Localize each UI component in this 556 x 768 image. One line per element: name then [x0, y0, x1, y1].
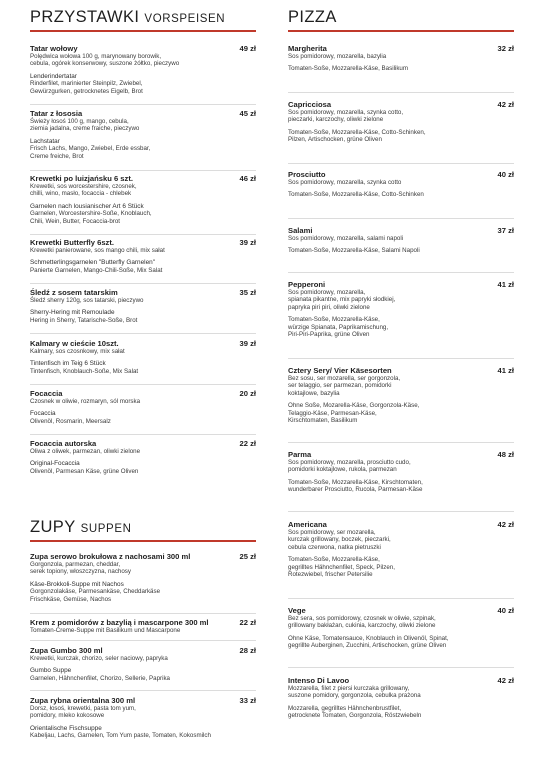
item-name: Parma — [288, 450, 312, 459]
item-name: Pepperoni — [288, 280, 326, 289]
section-zupy — [30, 518, 256, 758]
item-description-pl: Śledź sherry 120g, sos tatarski, pieczywo — [30, 297, 144, 304]
item-description-de: Ohne Käse, Tomatensauce, Knoblauch in Olivenöl, Spinat, — [288, 634, 449, 642]
item-description-de: Tomaten-Soße, Mozzarella-Käse, Salami Napoli — [288, 247, 420, 255]
item-description-de: Panierte Garnelen, Mango-Chili-Soße, Mix Salat — [30, 267, 163, 274]
separator — [30, 234, 256, 235]
item-price: 40 zł — [497, 606, 514, 615]
menu-item — [30, 696, 256, 740]
item-header — [30, 618, 256, 627]
separator — [30, 283, 256, 284]
item-header — [288, 366, 514, 375]
item-name: Śledź z sosem tatarskim — [30, 288, 118, 297]
item-description-pl: pomidory, mleko kokosowe — [30, 712, 105, 720]
item-name: Kalmary w cieście 10szt. — [30, 339, 119, 348]
item-description-pl: Krewetki panierowane, sos mango chili, mix sałat — [30, 247, 165, 254]
menu-item — [30, 389, 256, 425]
item-header — [288, 226, 514, 235]
item-description-pl: grillowany bakłażan, cukinia, karczochy, oliwki zielone — [288, 622, 436, 630]
item-description-de: Ohne Soße, Mozarella-Käse, Gorgonzola-Käse, — [288, 402, 420, 410]
item-name-de: Orientalische Fischsuppe — [30, 724, 102, 732]
item-name-de: Käse-Brokkoli-Suppe mit Nachos — [30, 580, 124, 588]
separator — [288, 358, 514, 359]
item-header — [288, 676, 514, 685]
item-header — [30, 174, 256, 183]
section-underline — [288, 30, 514, 32]
item-name-de: Tintenfisch im Teig 6 Stück — [30, 360, 106, 368]
section-title: ZUPY — [30, 518, 76, 536]
item-header — [30, 439, 256, 448]
item-description-de: Mozzarella, gegrilltes Hähnchenbrustfilet, — [288, 704, 402, 712]
item-name: Tatar z łososia — [30, 109, 83, 118]
menu-item — [288, 676, 514, 720]
item-description-pl: Sos pomidorowy, mozarella, szynka cotto, — [288, 109, 404, 116]
item-description-pl: Bez sosu, ser mozarella, ser gorgonzola, — [288, 375, 401, 382]
item-description-pl: pomidorki koktajlowe, rukola, parmezan — [288, 466, 397, 474]
menu-item — [30, 618, 256, 634]
item-header — [288, 44, 514, 53]
item-description-de: Gewürzgurken, getrocknetes Eigelb, Brot — [30, 87, 143, 95]
separator — [30, 333, 256, 334]
item-header — [30, 646, 256, 655]
item-price: 28 zł — [239, 646, 256, 655]
item-header — [288, 450, 514, 459]
item-description-de: Rinderfilet, marinierter Steinpilz, Zwiebel, — [30, 80, 143, 88]
item-header — [288, 100, 514, 109]
item-header — [30, 696, 256, 705]
item-description-pl: Świeży łosoś 100 g, mango, cebula, — [30, 118, 129, 125]
item-price: 49 zł — [239, 44, 256, 53]
separator — [288, 163, 514, 164]
menu-item — [30, 174, 256, 225]
item-name-de: Schmetterlingsgarnelen "Butterfly Garnelen" — [30, 259, 155, 267]
item-description-de: Tomaten-Soße, Mozzarella-Käse, Basilikum — [288, 65, 409, 73]
item-description-de: Tomaten-Soße, Mozzarella-Käse, Kirschtomaten, — [288, 478, 423, 486]
section-header — [30, 518, 256, 537]
item-header — [30, 238, 256, 247]
item-description-pl: Gorgonzola, parmezan, cheddar, — [30, 561, 121, 568]
item-description-de: Piri-Piri-Paprika, grüne Oliven — [288, 331, 370, 339]
section-subtitle: SUPPEN — [80, 523, 132, 535]
item-description-de: Tomaten-Soße, Mozzarella-Käse, — [288, 316, 380, 324]
item-description-pl: cebula, ogórek konserwowy, suszone żółtko, pieczywo — [30, 60, 180, 68]
menu-item — [30, 646, 256, 682]
separator — [288, 667, 514, 668]
item-name-de: Lachstatar — [30, 137, 60, 145]
item-name: Krem z pomidorów z bazylią i mascarpone 300 ml — [30, 618, 209, 627]
item-name: Krewetki Butterfly 6szt. — [30, 238, 114, 247]
separator — [30, 104, 256, 105]
item-description-pl: Polędwica wołowa 100 g, marynowany borowik, — [30, 53, 162, 60]
item-description-de: Garnelen, Worcestershire-Soße, Knoblauch, — [30, 210, 152, 218]
item-description-de: Pilzen, Artischocken, grüne Oliven — [288, 136, 382, 144]
item-header — [30, 109, 256, 118]
section-title: PIZZA — [288, 8, 337, 26]
separator — [30, 384, 256, 385]
item-name-de: Focaccia — [30, 410, 56, 418]
item-price: 42 zł — [497, 520, 514, 529]
item-description-pl: spianata pikantne, mix papryki słodkiej, — [288, 296, 396, 304]
item-description-de: Gorgonzolakäse, Parmesankäse, Cheddarkäse — [30, 588, 161, 596]
item-header — [30, 339, 256, 348]
item-header — [288, 170, 514, 179]
item-header — [30, 389, 256, 398]
separator — [288, 511, 514, 512]
item-description-pl: serek topiony, włoszczyzna, nachosy — [30, 568, 131, 576]
separator — [288, 442, 514, 443]
menu-item — [288, 100, 514, 144]
menu-item — [30, 109, 256, 160]
separator — [288, 218, 514, 219]
item-description-de: Telaggio-Käse, Parmesan-Käse, — [288, 409, 377, 417]
section-underline — [30, 540, 256, 542]
menu-item — [30, 238, 256, 274]
item-price: 22 zł — [239, 439, 256, 448]
item-description-pl: Krewetki, kurczak, chorizo, seler naciowy, papryka — [30, 655, 168, 662]
section-przystawki — [30, 8, 256, 478]
item-price: 41 zł — [497, 366, 514, 375]
item-description-de: getrocknete Tomaten, Gorgonzola, Röstzwiebeln — [288, 712, 422, 720]
item-name: Capricciosa — [288, 100, 332, 109]
item-description-de: Tomaten-Soße, Mozzarella-Käse, Cotto-Schinken — [288, 191, 424, 199]
item-header — [30, 44, 256, 53]
item-price: 39 zł — [239, 339, 256, 348]
item-description-de: Olivenöl, Parmesan Käse, grüne Oliven — [30, 468, 139, 475]
item-description-pl: cebula czerwona, natka pietruszki — [288, 543, 381, 551]
item-description-de: Tomaten-Soße, Mozzarella-Käse, — [288, 556, 380, 564]
section-header — [30, 8, 256, 27]
item-price: 42 zł — [497, 100, 514, 109]
item-header — [30, 288, 256, 297]
separator — [30, 640, 256, 641]
menu-item — [30, 288, 256, 324]
item-price: 33 zł — [239, 696, 256, 705]
item-price: 41 zł — [497, 280, 514, 289]
item-price: 42 zł — [497, 676, 514, 685]
item-description-de: gegrilltes Hähnchenfilet, Speck, Pilzen, — [288, 563, 395, 571]
item-description-de: wunderbarer Prosciutto, Rucola, Parmesan-Käse — [288, 486, 423, 494]
menu-item — [288, 450, 514, 494]
item-description-pl: Tomaten-Creme-Suppe mit Basilikum und Mascarpone — [30, 627, 181, 634]
item-price: 48 zł — [497, 450, 514, 459]
section-header — [288, 8, 514, 27]
item-header — [288, 280, 514, 289]
item-price: 46 zł — [239, 174, 256, 183]
item-name: Krewetki po luizjańsku 6 szt. — [30, 174, 133, 183]
item-description-pl: Sos pomidorowy, mozarella, prosciutto cudo, — [288, 459, 411, 466]
menu-item — [288, 226, 514, 255]
item-description-pl: ziemia jadalna, creme fraiche, pieczywo — [30, 125, 140, 133]
item-description-pl: Czosnek w oliwie, rozmaryn, sól morska — [30, 398, 141, 405]
item-name: Americana — [288, 520, 327, 529]
item-name: Zupa rybna orientalna 300 ml — [30, 696, 136, 705]
item-description-pl: Kalmary, sos czosnkowy, mix sałat — [30, 348, 125, 355]
item-description-pl: Sos pomidorowy, mozarella, — [288, 289, 366, 296]
separator — [30, 690, 256, 691]
item-description-de: gegrillte Auberginen, Zucchini, Artischocken, grüne Oliven — [288, 642, 447, 650]
menu-item — [288, 606, 514, 650]
item-description-de: Garnelen, Hähnchenfilet, Chorizo, Sellerie, Paprika — [30, 675, 170, 682]
item-description-pl: ser telaggio, ser parmezan, pomidorki — [288, 382, 392, 390]
item-price: 22 zł — [239, 618, 256, 627]
item-price: 39 zł — [239, 238, 256, 247]
menu-item — [288, 366, 514, 424]
item-description-pl: Mozzarella, filet z piersi kurczaka grillowany, — [288, 685, 410, 692]
item-description-pl: Bez sera, sos pomidorowy, czosnek w oliwie, szpinak, — [288, 615, 436, 622]
section-pizza — [288, 8, 514, 758]
item-description-pl: suszone pomidory, gorgonzola, cebulka prażona — [288, 692, 421, 700]
item-name: Margherita — [288, 44, 327, 53]
item-price: 40 zł — [497, 170, 514, 179]
item-description-pl: kurczak grillowany, boczek, pieczarki, — [288, 536, 391, 544]
item-price: 37 zł — [497, 226, 514, 235]
menu-item — [30, 552, 256, 603]
section-subtitle: VORSPEISEN — [144, 13, 226, 25]
item-header — [30, 552, 256, 561]
item-name: Intenso Di Lavoo — [288, 676, 350, 685]
separator — [288, 92, 514, 93]
item-name: Focaccia — [30, 389, 63, 398]
separator — [30, 613, 256, 614]
item-description-pl: Sos pomidorowy, mozarella, bazylia — [288, 53, 387, 60]
item-description-pl: koktajlowe, bazylia — [288, 389, 340, 397]
item-name: Zupa serowo brokułowa z nachosami 300 ml — [30, 552, 191, 561]
item-header — [288, 606, 514, 615]
menu-item — [30, 44, 256, 95]
separator — [30, 170, 256, 171]
item-description-de: Frisch Lachs, Mango, Zwiebel, Erde essbar, — [30, 145, 151, 153]
item-price: 20 zł — [239, 389, 256, 398]
item-description-pl: Sos pomidorowy, mozarella, salami napoli — [288, 235, 404, 242]
item-name: Cztery Sery/ Vier Käsesorten — [288, 366, 392, 375]
item-description-de: würzige Spianata, Paprikamischung, — [288, 323, 389, 331]
item-description-de: Olivenöl, Rosmarin, Meersalz — [30, 418, 111, 425]
item-description-de: Kirschtomaten, Basilikum — [288, 417, 358, 425]
item-description-de: Tomaten-Soße, Mozzarella-Käse, Cotto-Schinken, — [288, 128, 426, 136]
separator — [288, 272, 514, 273]
item-name: Prosciutto — [288, 170, 326, 179]
item-name: Zupa Gumbo 300 ml — [30, 646, 103, 655]
item-price: 35 zł — [239, 288, 256, 297]
section-title: PRZYSTAWKI — [30, 8, 140, 26]
item-description-pl: Krewetki, sos worcestershire, czosnek, — [30, 183, 137, 190]
item-description-de: Rotezwiebel, frischer Petersilie — [288, 571, 373, 579]
item-description-de: Kabeljau, Lachs, Garnelen, Tom Yum paste, Tomaten, Kokosmilch — [30, 732, 211, 740]
item-description-de: Creme freiche, Brot — [30, 152, 84, 160]
item-name-de: Sherry-Hering mit Remoulade — [30, 309, 115, 317]
section-underline — [30, 30, 256, 32]
item-name-de: Lenderindertatar — [30, 72, 77, 80]
menu-item — [30, 339, 256, 375]
item-header — [288, 520, 514, 529]
item-description-de: Hering in Sherry, Tatarische-Soße, Brot — [30, 317, 138, 324]
item-description-de: Frischkäse, Gemüse, Nachos — [30, 595, 112, 603]
item-description-pl: pieczarki, karczochy, oliwki zielone — [288, 116, 384, 124]
item-description-pl: Sos pomidorowy, mozarella, szynka cotto — [288, 179, 402, 186]
item-price: 45 zł — [239, 109, 256, 118]
item-price: 25 zł — [239, 552, 256, 561]
menu-item — [288, 170, 514, 199]
item-description-pl: chilli, wino, masło, focaccia - chlebek — [30, 190, 132, 198]
item-name-de: Garnelen nach lousianischer Art 6 Stück — [30, 202, 144, 210]
item-description-de: Chili, Wein, Butter, Focaccia-brot — [30, 217, 120, 225]
item-description-pl: Dorsz, łosoś, krewetki, pasta tom yum, — [30, 705, 136, 712]
item-description-de: Tintenfisch, Knoblauch-Soße, Mix Salat — [30, 368, 139, 375]
item-name: Focaccia autorska — [30, 439, 97, 448]
menu-item — [30, 439, 256, 475]
item-description-pl: papryka piri piri, oliwki zielone — [288, 303, 370, 311]
item-name: Tatar wołowy — [30, 44, 78, 53]
item-name-de: Gumbo Suppe — [30, 667, 72, 675]
item-description-pl: Sos pomidorowy, ser mozarella, — [288, 529, 376, 536]
item-name-de: Original-Focaccia — [30, 460, 80, 468]
menu-item — [288, 44, 514, 73]
separator — [288, 598, 514, 599]
item-price: 32 zł — [497, 44, 514, 53]
item-description-pl: Oliwa z oliwek, parmezan, oliwki zielone — [30, 448, 141, 455]
item-name: Salami — [288, 226, 313, 235]
item-name: Vege — [288, 606, 306, 615]
separator — [30, 434, 256, 435]
menu-item — [288, 520, 514, 578]
menu-item — [288, 280, 514, 338]
